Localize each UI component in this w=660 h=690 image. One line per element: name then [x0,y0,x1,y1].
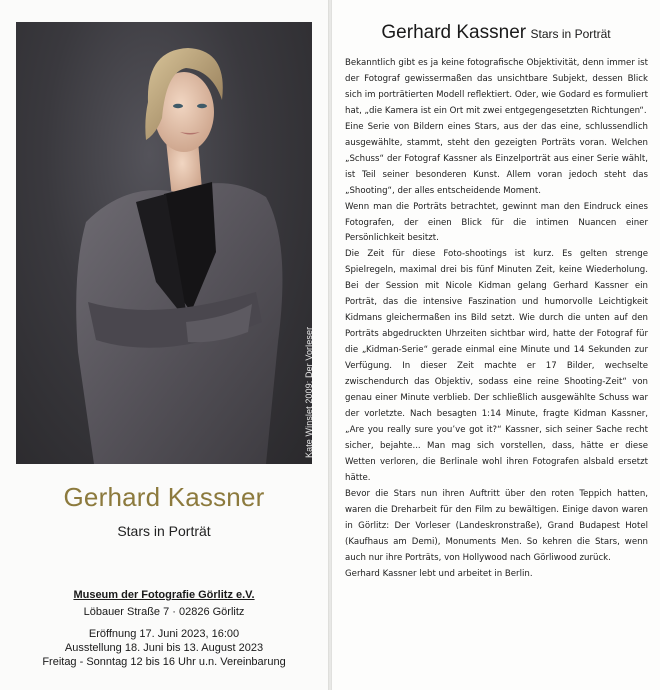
paragraph-objectivity: Bekanntlich gibt es ja keine fotografische Objektivität, denn immer ist der Fotograf gewissermaßen das unsichtbare Subjekt, dessen Blick sich im porträtierten Modell reflektiert. Oder, wie Godard es formuliert hat, „die Kamera ist ein Ort mit zwei entgegengesetzten Richtungen“. [345,58,648,116]
museum-address: Löbauer Straße 7 · 02826 Görlitz [83,606,245,618]
paragraph-series: Eine Serie von Bildern eines Stars, aus der das eine, schlussendlich ausgewählte, stammt, steht den gezeigten Porträts voran. Welchen „Schuss“ der Fotograf Kassner als Einzelporträt aus einer Serie wählt, ist Teil seiner besonderen Kunst. Allem voran jedoch steht das „Shooting“, der alles entscheidende Moment. [345,121,648,196]
museum-name [0,589,328,601]
portrait-illustration [16,22,312,464]
paragraph-impression: Wenn man die Porträts betrachtet, gewinnt man den Eindruck eines Fotografen, der einen Blick für die intimen Nuancen einer Persönlichkeit besitzt. [345,201,648,244]
paragraph-shooting-time: Die Zeit für diese Foto-shootings ist kurz. Es gelten strenge Spielregeln, maximal drei bis fünf Minuten Zeit, keine Wiederholung. Bei der Session mit Nicole Kidman gelang Gerhard Kassner ein Porträt, das die intensive Faszination und humorvolle Leichtigkeit Kidmans gleichermaßen ins Bild setzt. Wie durch die unten auf den Porträts abgedruckten Uhrzeiten sichtbar wird, hatte der Fotograf für die „Kidman-Serie“ gerade einmal eine Minute und 14 Sekunden zur Verfügung. In dieser Zeit machte er 17 Bilder, wechselte zwischendurch das Objektiv, sodass eine reine Shooting-Zeit“ von genau einer Minute verblieb. Der schließlich ausgewählte Schuss war der vorletzte. Nach besagten 1:14 Minute, fragte Kidman Kassner, „Are you really sure you’ve got it?“ Kassner, sich seiner Sache recht sicher, bejahte... Man mag sich vorstellen, dass, hätte er diese Wetten verloren, die Berlinale wohl ihren Fotografen alsbald ersetzt hätte. [345,249,648,483]
article-title: Gerhard Kassner [381,22,527,43]
opening-date: Eröffnung 17. Juni 2023, 16:00 [88,628,240,640]
paragraph-bio: Gerhard Kassner lebt und arbeitet in Berlin. [345,568,533,579]
photo-credit: Kate Winslet 2009: Der Vorleser [304,326,314,458]
article-subtitle: Stars in Porträt [530,27,611,41]
exhibition-subtitle: Stars in Porträt [117,523,211,539]
exhibition-dates: Ausstellung 18. Juni bis 13. August 2023 [64,642,264,654]
portrait-photo [16,22,312,464]
article-heading [332,22,660,44]
museum-name-text: Museum der Fotografie Görlitz e.V. [73,589,255,601]
article-body [345,56,648,582]
opening-hours: Freitag - Sonntag 12 bis 16 Uhr u.n. Vereinbarung [42,656,286,668]
paragraph-goerliwood: Bevor die Stars nun ihren Auftritt über den roten Teppich hatten, waren die Dreharbeit für den Film zu bewältigen. Einige davon waren in Görlitz: Der Vorleser (Landeskronstraße), Grand Budapest Hotel (Kaufhaus am Demi), Monuments Men. So kehren die Stars, wenn auch nur ihre Porträts, von Hollywood nach Görliwood zurück. [345,488,648,563]
exhibition-title: Gerhard Kassner [63,482,265,512]
